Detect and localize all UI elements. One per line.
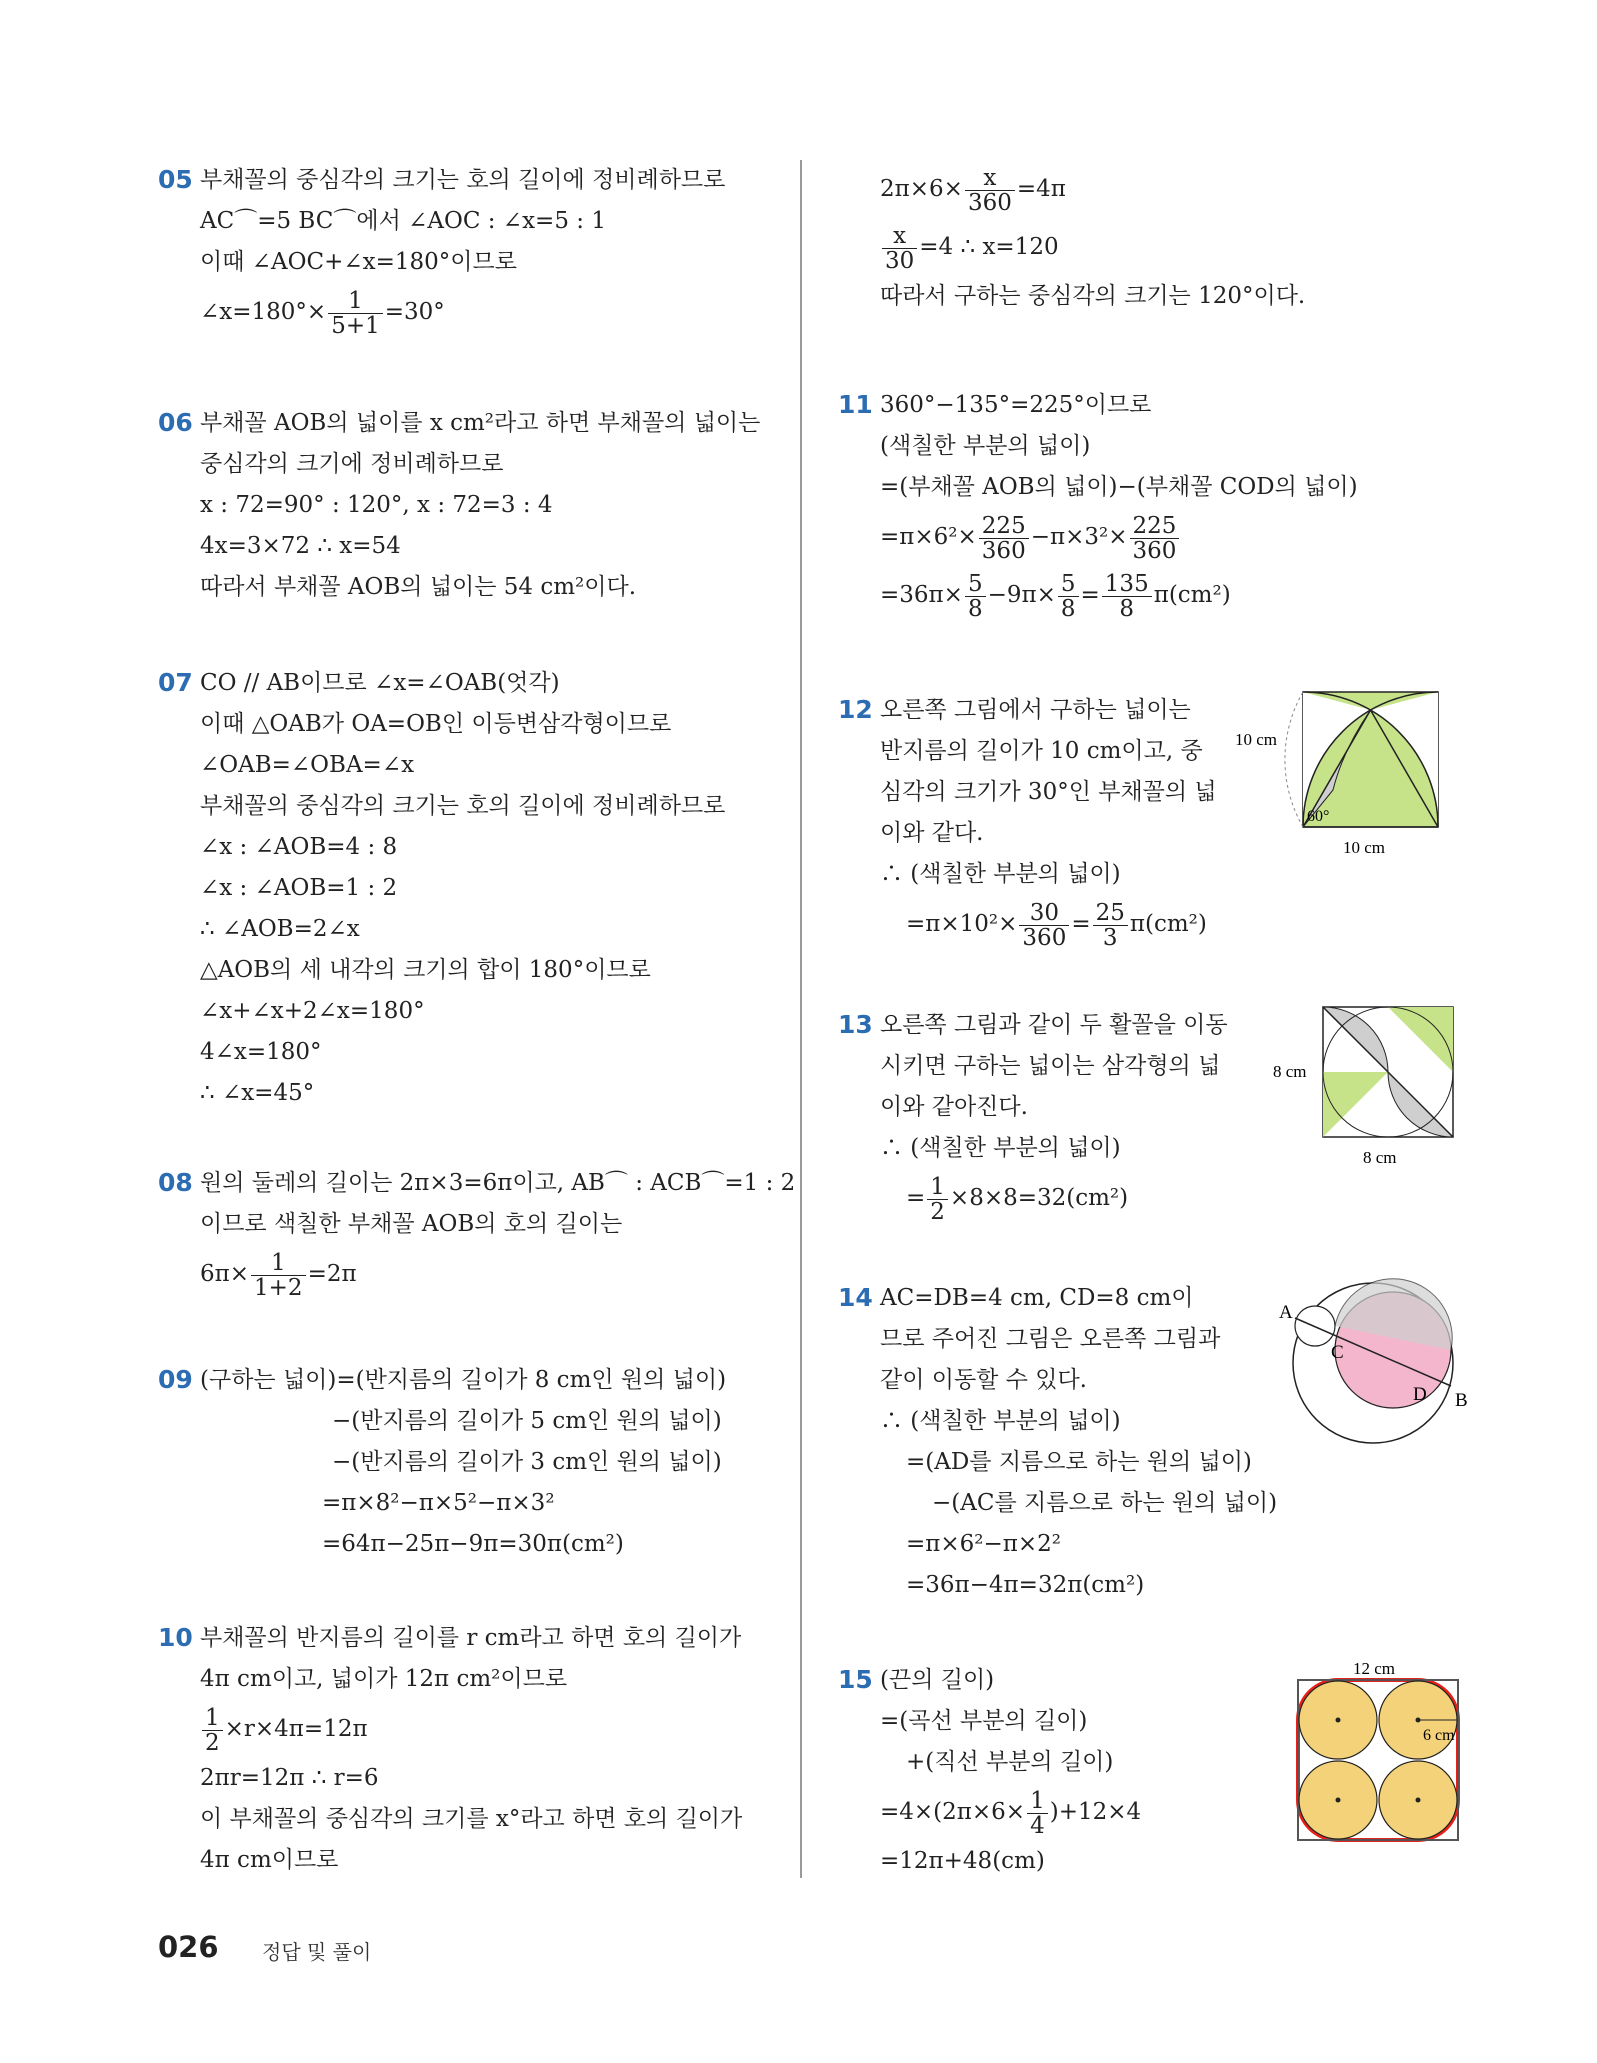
figure-label-d: D [1413, 1384, 1427, 1405]
formula-line: ∠x=180°× $\frac{1}{5+1}$ =30° [200, 287, 445, 339]
figure-label-b: B [1455, 1390, 1468, 1411]
text-line: =(AD를 지름으로 하는 원의 넓이) [906, 1449, 1252, 1475]
figure-label-bottom: 10 cm [1343, 838, 1386, 857]
formula-line: $\frac{x}{30}$ =4 ∴ x=120 [880, 218, 1458, 276]
figure-label-c: C [1331, 1342, 1344, 1363]
problem-number: 08 [158, 1168, 193, 1197]
text-line: +(직선 부분의 길이) [906, 1749, 1114, 1775]
text-line: 따라서 부채꼴 AOB의 넓이는 54 cm²이다. [200, 574, 637, 600]
text-line: AC=DB=4 cm, CD=8 cm이 [880, 1285, 1194, 1311]
text-line: 따라서 구하는 중심각의 크기는 120°이다. [880, 283, 1306, 309]
text-line: =(부채꼴 AOB의 넓이)−(부채꼴 COD의 넓이) [880, 474, 1358, 500]
text-line: (끈의 길이) [880, 1667, 995, 1693]
text-line: −(반지름의 길이가 3 cm인 원의 넓이) [332, 1449, 722, 1475]
figure-label-angle: 60° [1307, 808, 1330, 825]
text-line: 2πr=12π ∴ r=6 [200, 1765, 379, 1791]
text-line: (구하는 넓이)=(반지름의 길이가 8 cm인 원의 넓이) [200, 1367, 727, 1393]
text-line: 이때 ∠AOC+∠x=180°이므로 [200, 249, 517, 275]
text-line: 심각의 크기가 30°인 부채꼴의 넓 [880, 779, 1217, 805]
text-line: ∴ ∠AOB=2∠x [200, 916, 360, 942]
text-line: 부채꼴 AOB의 넓이를 x cm²라고 하면 부채꼴의 넓이는 [200, 410, 761, 436]
text-line: 4∠x=180° [200, 1039, 322, 1065]
figure-14-circles [1243, 1278, 1473, 1453]
text-line: ∴ (색칠한 부분의 넓이) [880, 1135, 1121, 1161]
text-line: 부채꼴의 중심각의 크기는 호의 길이에 정비례하므로 [200, 167, 726, 193]
text-line: 이 부채꼴의 중심각의 크기를 x°라고 하면 호의 길이가 [200, 1806, 743, 1832]
problem-number: 09 [158, 1365, 193, 1394]
text-line: 360°−135°=225°이므로 [880, 392, 1152, 418]
formula-line: $\frac{1}{2}$ ×r×4π=12π [200, 1700, 798, 1758]
text-line: 부채꼴의 중심각의 크기는 호의 길이에 정비례하므로 [200, 793, 726, 819]
problem-number: 12 [838, 695, 873, 724]
problem-number: 06 [158, 408, 193, 437]
figure-13-square-triangle [1253, 1005, 1493, 1175]
formula-line: =36π× $\frac{5}{8}$ −9π× $\frac{5}{8}$ = $\frac{135}{8}$ π(cm²) [880, 570, 1231, 622]
text-line: ∴ (색칠한 부분의 넓이) [880, 1408, 1121, 1434]
text-line: =π×8²−π×5²−π×3² [322, 1490, 555, 1516]
figure-label-top: 12 cm [1353, 1660, 1396, 1678]
text-line: 오른쪽 그림과 같이 두 활꼴을 이동 [880, 1012, 1228, 1038]
column-divider [800, 160, 802, 1878]
text-line: 4x=3×72 ∴ x=54 [200, 533, 401, 559]
problem-number: 15 [838, 1665, 873, 1694]
text-line: 중심각의 크기에 정비례하므로 [200, 451, 504, 477]
formula-line: =π×6²× $\frac{225}{360}$ −π×3²× $\frac{225}{360}$ [880, 508, 1458, 566]
figure-label-side: 10 cm [1235, 730, 1278, 749]
text-line: x : 72=90° : 120°, x : 72=3 : 4 [200, 492, 553, 518]
text-line: (색칠한 부분의 넓이) [880, 433, 1091, 459]
text-line: △AOB의 세 내각의 크기의 합이 180°이므로 [200, 957, 651, 983]
text-line: =64π−25π−9π=30π(cm²) [322, 1531, 624, 1557]
problem-number: 05 [158, 165, 193, 194]
text-line: =12π+48(cm) [880, 1848, 1045, 1874]
text-line: 므로 주어진 그림은 오른쪽 그림과 [880, 1326, 1221, 1352]
figure-label-radius: 6 cm [1423, 1727, 1455, 1744]
formula-line: =4×(2π×6× $\frac{1}{4}$ )+12×4 [880, 1787, 1142, 1839]
text-line: ∠OAB=∠OBA=∠x [200, 752, 415, 778]
problem-number: 10 [158, 1623, 193, 1652]
text-line: −(AC를 지름으로 하는 원의 넓이) [932, 1490, 1278, 1516]
formula-line: =π×10²× $\frac{30}{360}$ = $\frac{25}{3}$ π(cm²) [906, 899, 1207, 951]
text-line: 오른쪽 그림에서 구하는 넓이는 [880, 697, 1191, 723]
text-line: ∠x : ∠AOB=4 : 8 [200, 834, 398, 860]
text-line: 원의 둘레의 길이는 2π×3=6π이고, AB⌒ : ACB⌒=1 : 2 [200, 1170, 796, 1196]
text-line: AC⌒=5 BC⌒에서 ∠AOC : ∠x=5 : 1 [200, 208, 606, 234]
text-line: ∠x : ∠AOB=1 : 2 [200, 875, 398, 901]
text-line: ∠x+∠x+2∠x=180° [200, 998, 425, 1024]
figure-15-four-circles [1278, 1660, 1478, 1860]
problem-number: 07 [158, 668, 193, 697]
figure-label-a: A [1279, 1302, 1293, 1323]
text-line: 부채꼴의 반지름의 길이를 r cm라고 하면 호의 길이가 [200, 1625, 742, 1651]
text-line: 4π cm이고, 넓이가 12π cm²이므로 [200, 1666, 568, 1692]
problem-number: 13 [838, 1010, 873, 1039]
text-line: 이와 같아진다. [880, 1094, 1028, 1120]
figure-label-side: 8 cm [1273, 1062, 1307, 1081]
text-line: ∴ ∠x=45° [200, 1080, 315, 1106]
text-line: 반지름의 길이가 10 cm이고, 중 [880, 738, 1203, 764]
text-line: =(곡선 부분의 길이) [880, 1708, 1088, 1734]
text-line: 같이 이동할 수 있다. [880, 1367, 1087, 1393]
text-line: 시키면 구하는 넓이는 삼각형의 넓 [880, 1053, 1221, 1079]
problem-number: 14 [838, 1283, 873, 1312]
text-line: =36π−4π=32π(cm²) [906, 1572, 1145, 1598]
formula-line: 6π× $\frac{1}{1+2}$ =2π [200, 1249, 357, 1301]
text-line: 이때 △OAB가 OA=OB인 이등변삼각형이므로 [200, 711, 672, 737]
text-line: 4π cm이므로 [200, 1847, 339, 1873]
text-line: ∴ (색칠한 부분의 넓이) [880, 861, 1121, 887]
page-section-title: 정답 및 풀이 [262, 1940, 372, 1964]
text-line: 이므로 색칠한 부채꼴 AOB의 호의 길이는 [200, 1211, 623, 1237]
formula-line: = $\frac{1}{2}$ ×8×8=32(cm²) [906, 1173, 1129, 1225]
figure-label-bottom: 8 cm [1363, 1148, 1397, 1167]
figure-12-square-arcs [1233, 690, 1483, 880]
text-line: 이와 같다. [880, 820, 984, 846]
page-number: 026 [158, 1930, 219, 1964]
text-line: =π×6²−π×2² [906, 1531, 1062, 1557]
text-line: −(반지름의 길이가 5 cm인 원의 넓이) [332, 1408, 722, 1434]
problem-number: 11 [838, 390, 873, 419]
formula-line: 2π×6× $\frac{x}{360}$ =4π [880, 164, 1066, 216]
text-line: CO // AB이므로 ∠x=∠OAB(엇각) [200, 670, 560, 696]
